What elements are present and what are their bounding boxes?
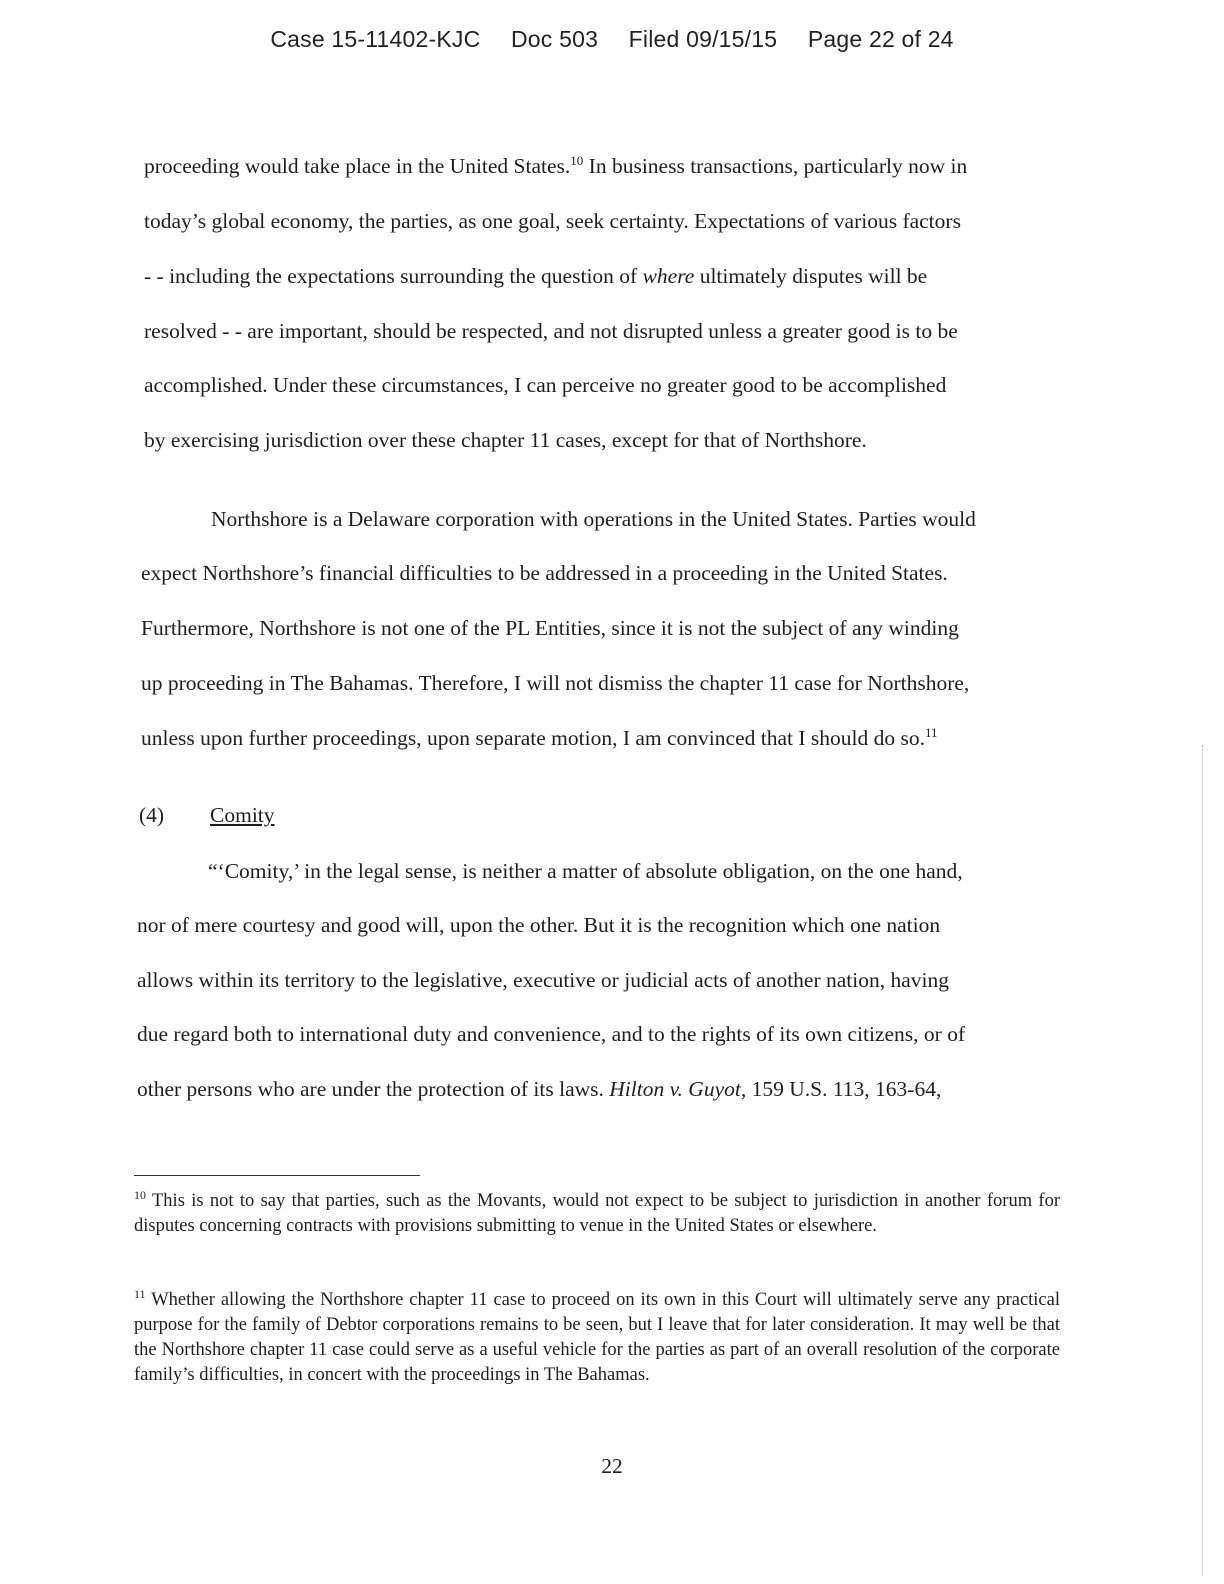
scan-edge-line [1202,745,1203,1575]
section-number: (4) [139,803,165,827]
paragraph-line: expect Northshore’s financial difficulties to be addressed in a proceeding in the United States. [141,561,948,585]
footnote-11: $^{11}$ Whether allowing the Northshore chapter 11 case to proceed on its own in this Court will ultimately serve any practical purpose for the family of Debtor corporations remains to be seen, but I leave that for later consideration. It may well be that the Northshore chapter 11 case could serve as a useful vehicle for the parties as part of an overall resolution of the corporate family’s difficulties, in concert with the proceedings in The Bahamas. [134,1286,1060,1385]
paragraph-line: up proceeding in The Bahamas. Therefore, I will not dismiss the chapter 11 case for Northshore, [141,671,970,695]
footnote-number: 10 [134,1187,146,1202]
footnote-divider [134,1175,420,1176]
case-citation: Hilton v. Guyot, [609,1077,747,1101]
paragraph-line: Furthermore, Northshore is not one of the PL Entities, since it is not the subject of any winding [141,616,959,640]
footnote-number: 11 [134,1286,146,1301]
footnote-10: $^{10}$ This is not to say that parties, such as the Movants, would not expect to be subject to jurisdiction in another forum for disputes concerning contracts with provisions submitting to venue in the United States or elsewhere. [134,1187,1060,1236]
paragraph-line: - - including the expectations surrounding the question of where ultimately disputes will be [144,264,928,288]
footnote-ref: 10 [570,152,584,168]
page-number: 22 [601,1454,623,1478]
paragraph-line: resolved - - are important, should be respected, and not disrupted unless a greater good is to be [144,319,958,343]
page-header [0,26,1224,53]
paragraph-line: allows within its territory to the legislative, executive or judicial acts of another nation, having [137,968,950,992]
section-title: Comity [210,803,275,827]
paragraph-line: nor of mere courtesy and good will, upon the other. But it is the recognition which one nation [137,913,941,937]
paragraph-line: other persons who are under the protection of its laws. Hilton v. Guyot, 159 U.S. 113, 163-64, [137,1077,942,1101]
case-number: Case 15-11402-KJC [270,26,481,52]
paragraph-line: by exercising jurisdiction over these chapter 11 cases, except for that of Northshore. [144,428,867,452]
paragraph-line: accomplished. Under these circumstances, I can perceive no greater good to be accomplished [144,373,947,397]
paragraph-line: “‘Comity,’ in the legal sense, is neither a matter of absolute obligation, on the one hand, [208,859,963,883]
doc-number: Doc 503 [511,26,599,52]
paragraph-line: proceeding would take place in the United States.$^{10}$ In business transactions, particularly now in [144,152,968,178]
paragraph-line: due regard both to international duty and convenience, and to the rights of its own citizens, or of [137,1022,966,1046]
paragraph-line: unless upon further proceedings, upon separate motion, I am convinced that I should do so.$^{11}$ [141,724,938,750]
paragraph-line: Northshore is a Delaware corporation with operations in the United States. Parties would [211,507,976,531]
footnote-ref: 11 [924,724,938,740]
paragraph-line: today’s global economy, the parties, as one goal, seek certainty. Expectations of various factors [144,209,961,233]
filed-date: Filed 09/15/15 [628,26,778,52]
page-of: Page 22 of 24 [807,26,954,52]
